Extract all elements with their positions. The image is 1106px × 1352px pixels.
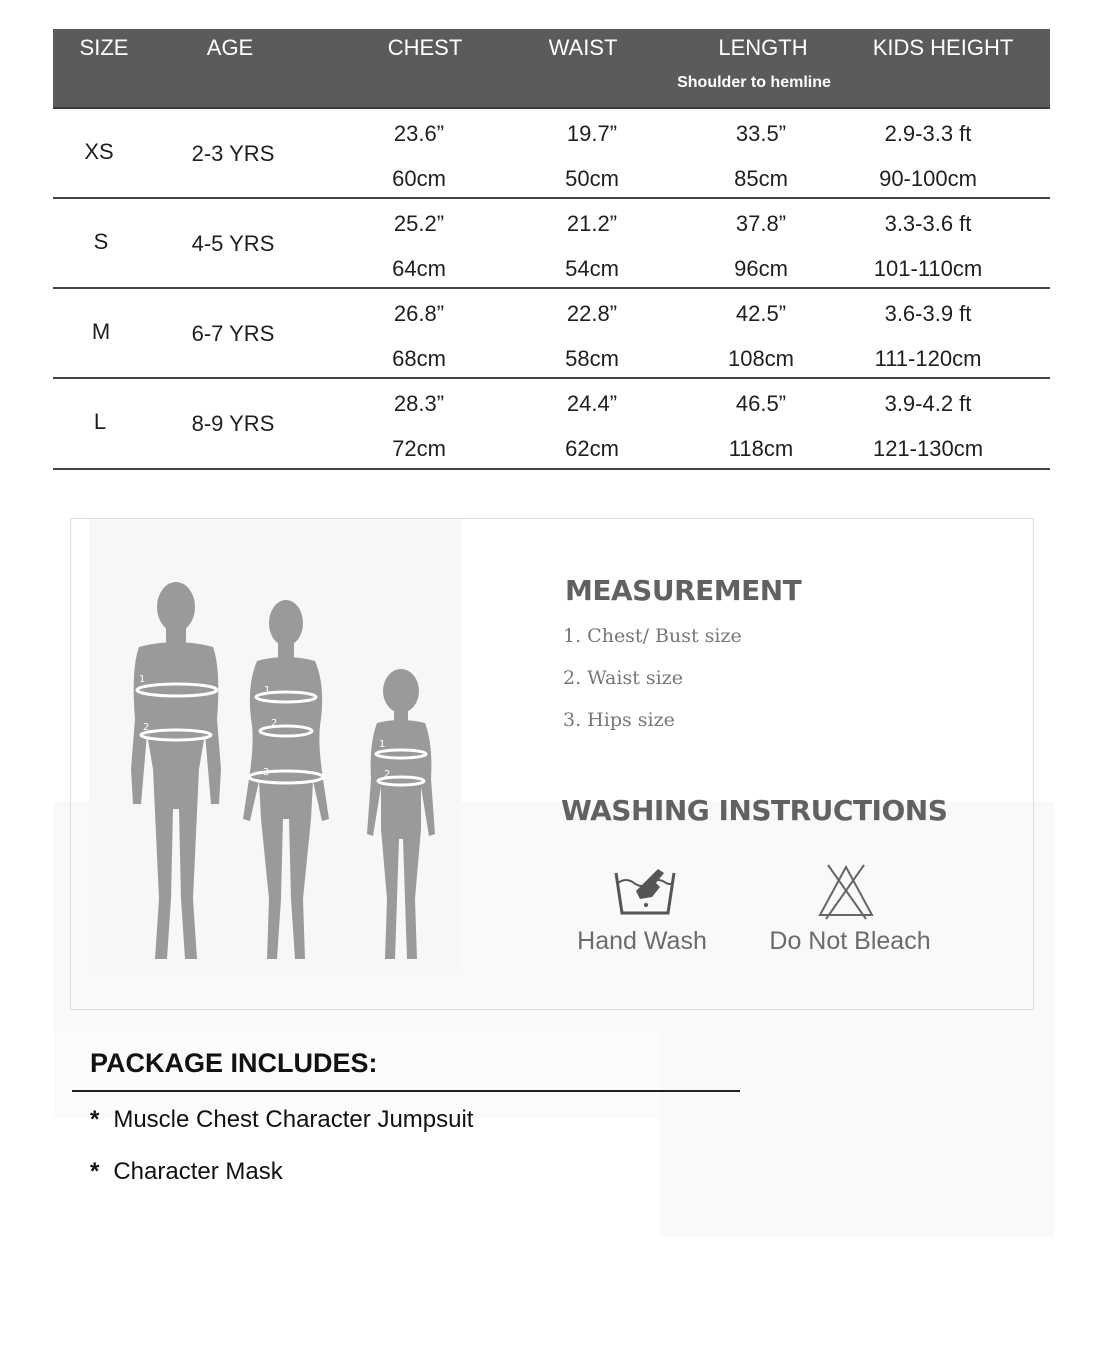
table-row bbox=[53, 109, 1050, 199]
list-item bbox=[90, 1158, 283, 1186]
waist-inches: 21.2” bbox=[566, 211, 618, 236]
height-feet: 3.6-3.9 ft bbox=[884, 301, 972, 326]
no-bleach-icon bbox=[816, 863, 876, 926]
header-age: AGE bbox=[206, 35, 254, 60]
marker-1: 1 bbox=[264, 685, 271, 696]
chest-inches: 26.8” bbox=[393, 301, 445, 326]
marker-1: 1 bbox=[379, 739, 386, 750]
age-cell: 8-9 YRS bbox=[191, 411, 275, 436]
body-silhouettes bbox=[89, 519, 461, 974]
age-cell: 6-7 YRS bbox=[191, 321, 275, 346]
age-cell: 2-3 YRS bbox=[191, 141, 275, 166]
table-row bbox=[53, 199, 1050, 289]
man-silhouette bbox=[131, 582, 221, 959]
size-cell: M bbox=[91, 319, 111, 344]
header-length-subtitle: Shoulder to hemline bbox=[677, 74, 831, 91]
package-item-label: Character Mask bbox=[113, 1158, 283, 1185]
table-row bbox=[53, 289, 1050, 379]
waist-inches: 22.8” bbox=[566, 301, 618, 326]
chest-inches: 25.2” bbox=[393, 211, 445, 236]
marker-2: 2 bbox=[384, 769, 391, 780]
no-bleach-label: Do Not Bleach bbox=[769, 927, 931, 955]
size-chart-table bbox=[53, 29, 1050, 470]
marker-2: 2 bbox=[143, 722, 150, 733]
length-cm: 118cm bbox=[728, 436, 794, 461]
header-kids-height: KIDS HEIGHT bbox=[872, 35, 1014, 60]
table-row bbox=[53, 379, 1050, 470]
length-cm: 108cm bbox=[727, 346, 795, 371]
waist-inches: 19.7” bbox=[566, 121, 618, 146]
package-includes-title: PACKAGE INCLUDES: bbox=[90, 1048, 378, 1078]
length-inches: 37.8” bbox=[735, 211, 787, 236]
length-cm: 85cm bbox=[734, 166, 788, 191]
height-cm: 121-130cm bbox=[872, 436, 984, 461]
size-cell: L bbox=[93, 409, 107, 434]
waist-cm: 58cm bbox=[565, 346, 619, 371]
height-cm: 111-120cm bbox=[874, 346, 982, 371]
waist-cm: 62cm bbox=[565, 436, 619, 461]
chest-inches: 23.6” bbox=[393, 121, 445, 146]
size-cell: XS bbox=[84, 139, 114, 164]
header-size: SIZE bbox=[79, 35, 129, 60]
height-feet: 3.3-3.6 ft bbox=[884, 211, 972, 236]
length-cm: 96cm bbox=[734, 256, 788, 281]
measurement-item: 1. Chest/ Bust size bbox=[563, 625, 742, 647]
bullet: * bbox=[90, 1158, 100, 1185]
height-cm: 90-100cm bbox=[879, 166, 977, 191]
header-chest: CHEST bbox=[387, 35, 463, 60]
age-cell: 4-5 YRS bbox=[191, 231, 275, 256]
waist-inches: 24.4” bbox=[566, 391, 618, 416]
waist-cm: 50cm bbox=[565, 166, 619, 191]
hand-wash-icon bbox=[612, 861, 678, 922]
height-feet: 3.9-4.2 ft bbox=[884, 391, 972, 416]
hand-wash-label: Hand Wash bbox=[577, 927, 707, 955]
table-header bbox=[53, 29, 1050, 109]
length-inches: 33.5” bbox=[735, 121, 787, 146]
length-inches: 46.5” bbox=[735, 391, 787, 416]
marker-3: 3 bbox=[263, 767, 270, 778]
length-inches: 42.5” bbox=[735, 301, 787, 326]
chest-cm: 64cm bbox=[392, 256, 446, 281]
marker-1: 1 bbox=[139, 674, 146, 685]
chest-cm: 68cm bbox=[392, 346, 446, 371]
washing-instructions-title: WASHING INSTRUCTIONS bbox=[561, 794, 948, 827]
marker-2: 2 bbox=[271, 718, 278, 729]
bullet: * bbox=[90, 1106, 100, 1133]
height-feet: 2.9-3.3 ft bbox=[884, 121, 972, 146]
chest-cm: 60cm bbox=[392, 166, 446, 191]
measurement-title: MEASUREMENT bbox=[565, 574, 802, 607]
package-item-label: Muscle Chest Character Jumpsuit bbox=[113, 1106, 474, 1133]
divider bbox=[72, 1090, 740, 1092]
measurement-item: 3. Hips size bbox=[563, 709, 675, 731]
body-figures-illustration bbox=[89, 519, 461, 974]
chest-cm: 72cm bbox=[392, 436, 446, 461]
header-length: LENGTH bbox=[718, 35, 808, 60]
height-cm: 101-110cm bbox=[873, 256, 983, 281]
measurement-panel bbox=[70, 518, 1034, 1010]
waist-cm: 54cm bbox=[565, 256, 619, 281]
chest-inches: 28.3” bbox=[393, 391, 445, 416]
header-waist: WAIST bbox=[548, 35, 618, 60]
size-cell: S bbox=[93, 229, 109, 254]
child-silhouette bbox=[367, 669, 435, 959]
list-item bbox=[90, 1106, 473, 1134]
background-panel bbox=[660, 1030, 1054, 1237]
measurement-item: 2. Waist size bbox=[563, 667, 683, 689]
